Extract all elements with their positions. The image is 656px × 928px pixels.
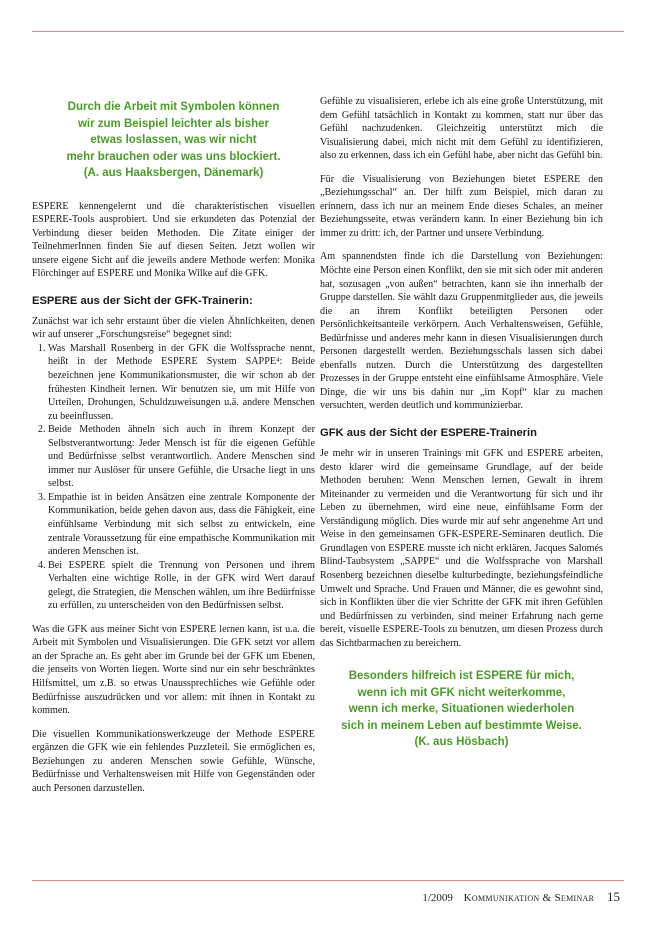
paragraph-tools: Die visuellen Kommunikationswerkzeuge der Methode ESPERE ergänzen die GFK wie ein fehlendes Puzzleteil. Sie ermöglichen es, Beziehungen zu anderen Menschen sowie Gefühle, Wünsche, Bedürfnisse und Verhaltensweisen mit Hilfe von Gegenständen oder auch Personen darzustellen. — [32, 728, 315, 794]
page-number: 15 — [607, 889, 620, 904]
quote-line: etwas loslassen, was wir nicht — [90, 134, 257, 146]
quote-line: wenn ich mit GFK nicht weiterkomme, — [357, 686, 566, 699]
quote-line: mehr brauchen oder was uns blockiert. — [66, 150, 281, 163]
intro-paragraph: ESPERE kennengelernt und die charakteristischen visuellen ESPERE-Tools ausprobiert. Und sie erkundeten das Potenzial der Verbindung dieser beiden Methoden. Die Zitate einiger der TeilnehmerInnen finden Sie auf diesen Seiten. Jetzt wollen wir unsere eigene Sicht auf die jeweils andere Methode werfen: Monika Flörchinger auf ESPERE und Monika Wilke auf die GFK. — [32, 200, 315, 280]
lead-paragraph: Zunächst war ich sehr erstaunt über die vielen Ähnlichkeiten, denen wir auf unserer „Forschungsreise“ begegnet sind: — [32, 315, 315, 341]
section-heading-gfk: GFK aus der Sicht der ESPERE-Trainerin — [320, 427, 537, 440]
quote-line: Durch die Arbeit mit Symbolen können — [67, 101, 280, 113]
pull-quote-top — [32, 99, 315, 182]
section-heading-espere: ESPERE aus der Sicht der GFK-Trainerin: — [32, 294, 253, 307]
list-item: 2. Beide Methoden ähneln sich auch in ihrem Konzept der Selbstverantwortung: Jeder Mensch ist für die eigenen Gefühle und Bedürfnisse selbst verantwortlich. Andere Menschen sind immer nur Auslöser für unsere Gefühle, die Ursache liegt in uns selbst. — [48, 423, 315, 491]
issue-number: 1/2009 — [422, 892, 453, 904]
page-footer — [422, 889, 620, 905]
paragraph-learn: Was die GFK aus meiner Sicht von ESPERE lernen kann, ist u.a. die Arbeit mit Symbolen und Visualisierungen. Die GFK setzt vor allem an der Sprache an. Es geht aber im Grunde bei der GFK um Ebenen, die jenseits von Worten liegen. Worte sind nur ein sehr beschränktes Hilfsmittel, um z.B. so etwas Unaussprechliches wie Gefühle oder Bedürfnisse auszudrücken und vor allem: mit ihnen in Kontakt zu kommen. — [32, 623, 315, 717]
quote-line: sich in meinem Leben auf bestimmte Weise. — [341, 719, 582, 732]
paragraph-relationships: Am spannendsten finde ich die Darstellung von Beziehungen: Möchte eine Person einen Konflikt, den sie mit sich oder mit anderen hat, sozusagen „von außen“ betrachten, kann sie ihn innerhalb der Gruppe darstellen. Sie wählt dazu Gruppenmitglieder aus, die jeweils die an ihrem Konflikt beteiligten Personen oder Persönlichkeitsanteile verkörpern. Auch Verhaltensweisen, Gefühle, Bedürfnisse und anderes mehr kann in diesen Visualisierungen durch Personen dargestellt werden. Beziehungsschals lassen sich dabei ebenfalls nutzen. Durch die Unterstützung des dargestellten Prozesses in der Gruppe entsteht eine einfühlsame Atmosphäre. Viele Dinge, die wir uns bis dahin nur „im Kopf“ klar zu machen versuchten, werden deutlich und kommunizierbar. — [320, 251, 603, 412]
pull-quote-bottom — [320, 668, 603, 751]
quote-line: Besonders hilfreich ist ESPERE für mich, — [348, 670, 575, 683]
top-rule — [32, 31, 624, 32]
quote-line: wir zum Beispiel leichter als bisher — [77, 117, 270, 130]
paragraph-relationship-scarf: Für die Visualisierung von Beziehungen bietet ESPERE den „Beziehungsschal“ an. Der hilft zum Beispiel, mich daran zu erinnern, dass ich nur an meinem Ende dieses Schales, an meiner Beziehungsseite, etwas verändern kann. In einer Beziehung bin ich immer zu dritt: ich, der Partner und unsere Verbindung. — [320, 173, 603, 239]
quote-line: wenn ich merke, Situationen wiederholen — [348, 703, 575, 716]
list-item: 3. Empathie ist in beiden Ansätzen eine zentrale Komponente der Kommunikation, beide gehen davon aus, dass die Fähigkeit, eine einfühlsame Verbindung mit sich selbst zu entwickeln, eine zentrale Voraussetzung für eine empathische Kommunikation mit anderen Menschen ist. — [48, 491, 315, 559]
publication-name: Kommunikation & Seminar — [463, 892, 595, 904]
similarities-list — [32, 342, 315, 613]
list-item: 1. Was Marshall Rosenberg in der GFK die Wolfssprache nennt, heißt in der Methode ESPERE System SAPPE⁴: Beide bezeichnen jene Kommunikationsmuster, die wir schon ab der frühesten Kindheit lernen. Wir benutzen sie, um mit Hilfe von Urteilen, Drohungen, Schuldzuweisungen u.ä. andere Menschen zu beeinflussen. — [48, 342, 315, 423]
quote-attribution: (A. aus Haaksbergen, Dänemark) — [83, 167, 264, 179]
paragraph-trainings: Je mehr wir in unseren Trainings mit GFK und ESPERE arbeiten, desto klarer wird die gemeinsame Grundlage, auf der beide Methoden beruhen: Wenn Menschen lernen, Gewalt in ihrem Miteinander zu vermeiden und die Verantwortung für sich und ihr Leben zu übernehmen, wird eine neue, einfühlsame Form der Verständigung möglich. Dies wurde mir auf sehr angenehme Art und Weise in den gemeinsamen GFK-ESPERE-Seminaren deutlich. Die Grundlagen von ESPERE musste ich nicht erklären. Jacques Salomés Blind-Taubsystem „SAPPE“ und die Wolfssprache von Marshall Rosenberg bezeichnen dieselbe kulturbedingte, beziehungsfeindliche Umwelt und Sprache. Und Frauen und Männer, die es gewohnt sind, sich in Konflikten über die vier Schritte der GFK mit ihren Gefühlen und Bedürfnissen zu verbinden, sind meiner Erfahrung nach gerne bereit, visuelle ESPERE-Tools zu benutzen, um diesen Prozess durch das Sichtbarmachen zu bereichern. — [320, 448, 603, 649]
paragraph-feelings: Gefühle zu visualisieren, erlebe ich als eine große Unterstützung, mit dem Gefühl tatsächlich in Kontakt zu kommen, statt nur über das Gefühl nachzudenken. Gleichzeitig unterstützt mich die Visualisierung dabei, mich nicht mit dem Gefühl zu identifizieren, also zu erkennen, dass ich ein Gefühl habe, aber nicht das Gefühl bin. — [320, 96, 603, 162]
list-item: 4. Bei ESPERE spielt die Trennung von Personen und ihrem Verhalten eine wichtige Rolle, in der GFK wird Wert darauf gelegt, die Strategien, die Menschen wählen, um ihre Bedürfnisse zu erfüllen, zu unterscheiden von den Bedürfnissen selbst. — [48, 559, 315, 613]
left-column — [32, 95, 315, 805]
quote-attribution: (K. aus Hösbach) — [414, 736, 509, 749]
right-column — [320, 95, 603, 751]
bottom-rule — [32, 880, 624, 881]
